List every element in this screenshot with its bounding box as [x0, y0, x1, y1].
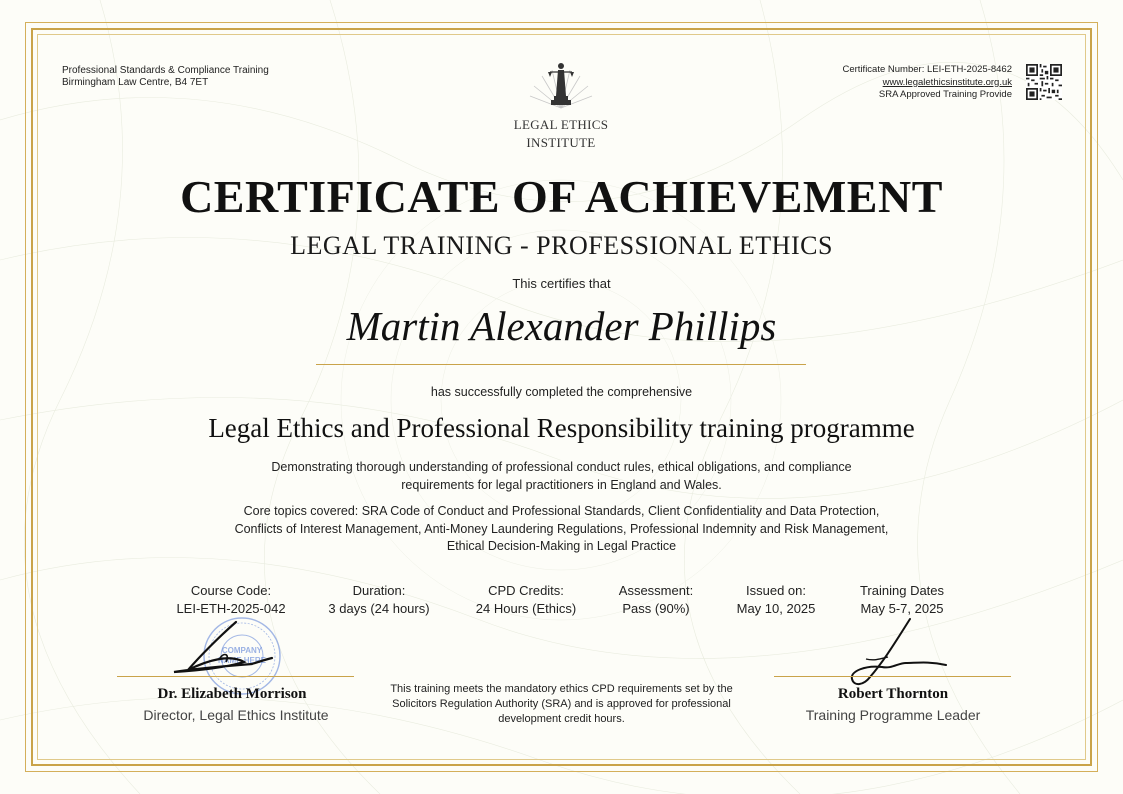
stamp-line-1: COMPANY — [221, 646, 263, 655]
detail-value: 24 Hours (Ethics) — [475, 601, 577, 616]
signature-right — [836, 615, 956, 695]
recipient-underline — [316, 364, 806, 365]
detail-label: Duration: — [352, 583, 406, 598]
detail-label: Training Dates — [859, 583, 945, 598]
certificate-title: CERTIFICATE OF ACHIEVEMENT — [180, 171, 943, 222]
certificate-number: Certificate Number: LEI-ETH-2025-8462 — [842, 64, 1012, 75]
detail-label: Course Code: — [190, 583, 272, 598]
detail-training-dates — [846, 582, 958, 618]
issuer-info — [62, 65, 269, 89]
detail-label: Assessment: — [618, 583, 694, 598]
signature-line-right — [774, 676, 1011, 677]
completed-text: has successfully completed the comprehensive — [430, 385, 693, 399]
signer-title-right: Training Programme Leader — [805, 707, 981, 723]
detail-course-code — [166, 582, 296, 618]
stamp-line-2: NAME HERE — [217, 656, 267, 665]
issuer-address: Birmingham Law Centre, B4 7ET — [62, 77, 209, 88]
logo-line-2: INSTITUTE — [526, 135, 596, 150]
institute-logo-text — [461, 116, 661, 152]
signature-left — [160, 618, 280, 680]
certificate-subtitle: LEGAL TRAINING - PROFESSIONAL ETHICS — [290, 231, 833, 260]
detail-assessment — [605, 582, 707, 618]
detail-value: May 10, 2025 — [736, 601, 816, 616]
core-topics: Core topics covered: SRA Code of Conduct and Professional Standards, Client Confidentiality and Data Protection, Conflicts of Interest Management, Anti-Money Laundering Regulations, Professional Indemnity and Risk Management, Ethical Decision-Making in Legal Practice — [234, 504, 889, 553]
detail-issued-on — [724, 582, 828, 618]
detail-label: Issued on: — [746, 583, 806, 598]
signer-name-right: Robert Thornton — [837, 686, 949, 702]
signature-line-left — [117, 676, 354, 677]
certifies-text: This certifies that — [512, 276, 611, 291]
website-link[interactable]: www.legalethicsinstitute.org.uk — [882, 76, 1012, 88]
programme-description: Demonstrating thorough understanding of professional conduct rules, ethical obligations, and compliance requirements for legal practitioners in England and Wales. — [271, 460, 852, 492]
detail-value: LEI-ETH-2025-042 — [176, 601, 286, 616]
certificate-info — [843, 64, 1013, 102]
detail-value: 3 days (24 hours) — [328, 601, 430, 616]
detail-label: CPD Credits: — [488, 583, 564, 598]
cpd-footnote: This training meets the mandatory ethics CPD requirements set by the Solicitors Regulation Authority (SRA) and is approved for professional development credit hours. — [390, 683, 733, 725]
detail-value: May 5-7, 2025 — [860, 601, 944, 616]
programme-name: Legal Ethics and Professional Responsibility training programme — [208, 413, 915, 443]
signer-name-left: Dr. Elizabeth Morrison — [157, 686, 307, 702]
logo-line-1: LEGAL ETHICS — [513, 117, 609, 132]
approval-text: SRA Approved Training Provide — [878, 89, 1012, 100]
qr-code-icon — [1026, 64, 1062, 100]
program-name: Professional Standards & Compliance Training — [62, 65, 269, 76]
detail-value: Pass (90%) — [622, 601, 690, 616]
recipient-name: Martin Alexander Phillips — [346, 303, 777, 349]
signer-title-left: Director, Legal Ethics Institute — [143, 707, 329, 723]
detail-cpd-credits — [463, 582, 589, 618]
justice-statue-icon — [528, 56, 594, 112]
detail-duration — [314, 582, 444, 618]
